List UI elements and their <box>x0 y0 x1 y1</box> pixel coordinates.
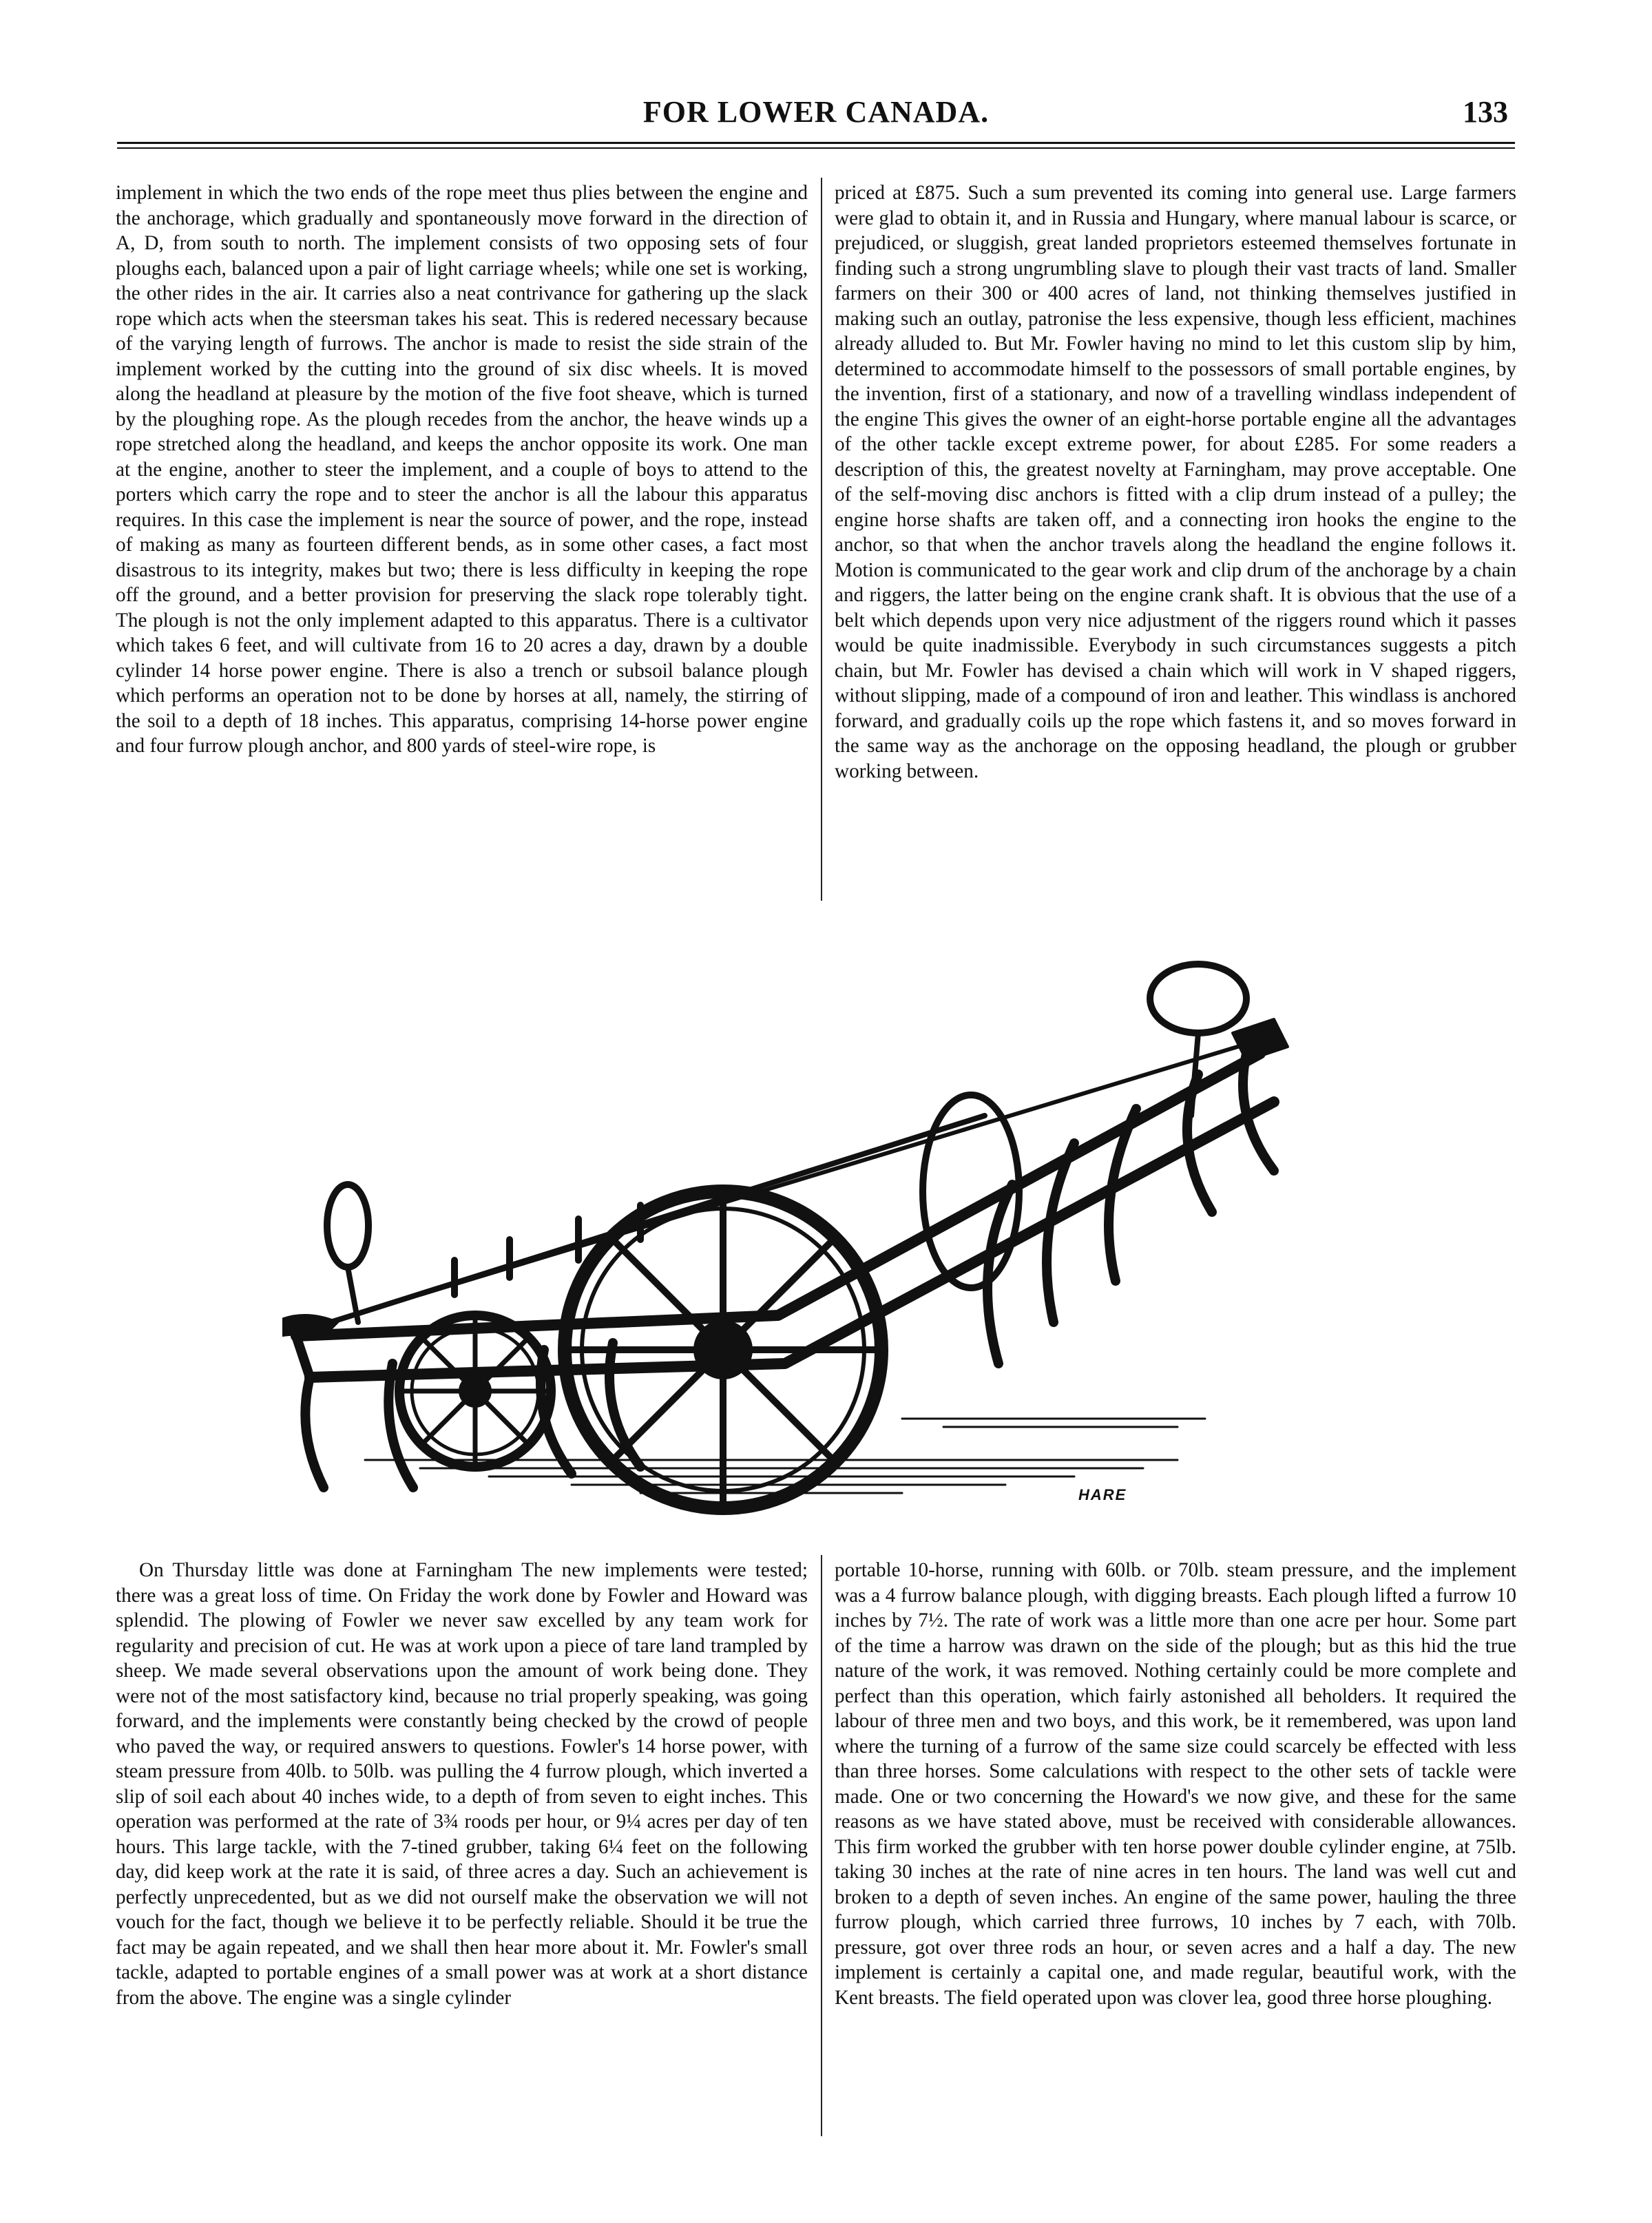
paragraph-top-left: implement in which the two ends of the rope meet thus plies between the engine and the anchorage, which gradually and spontaneously move forward in the direction of A, D, from south to north. The implement consists of two opposing sets of four ploughs each, balanced upon a pair of light carriage wheels; while one set is working, the other rides in the air. It carries also a neat contrivance for gathering up the slack rope which acts when the steersman takes his seat. This is redered necessary because of the varying length of furrows. The anchor is made to resist the side strain of the implement worked by the cutting into the ground of six disc wheels. It is moved along the headland at pleasure by the motion of the five foot sheave, which is turned by the ploughing rope. As the plough recedes from the anchor, the heave winds up a rope stretched along the headland, and keeps the anchor opposite its work. One man at the engine, another to steer the implement, and a couple of boys to attend to the porters which carry the rope and to steer the anchor is all the labour this apparatus requires. In this case the implement is near the source of power, and the rope, instead of making as many as fourteen different bends, as in some other cases, a fact most disastrous to its integrity, makes but two; there is less difficulty in keeping the rope off the ground, and a better provision for preserving the slack rope tolerably tight. The plough is not the only implement adapted to this apparatus. There is a cultivator which takes 6 feet, and will cultivate from 16 to 20 acres a day, drawn by a double cylinder 14 horse power engine. There is also a trench or subsoil balance plough which performs an operation not to be done by horses at all, namely, the stirring of the soil to a depth of 18 inches. This apparatus, comprising 14-horse power engine and four furrow plough anchor, and 800 yards of steel-wire rope, is <box>116 182 808 757</box>
balance-plough-illustration <box>282 937 1384 1543</box>
plough-engraving <box>282 937 1384 1543</box>
column-top-left <box>116 180 808 904</box>
paragraph-bottom-left: On Thursday little was done at Farningham The new implements were tested; there was a great loss of time. On Friday the work done by Fowler and Howard was splendid. The plowing of Fowler we never saw excelled by any team work for regularity and precision of cut. He was at work upon a piece of tare land trampled by sheep. We made several observations upon the amount of work being done. They were not of the most satisfactory kind, because no trial properly speaking, was going forward, and the implements were constantly being checked by the crowd of people who paved the way, or required answers to questions. Fowler's 14 horse power, with steam pressure from 40lb. to 50lb. was pulling the 4 furrow plough, which inverted a slip of soil each about 40 inches wide, to a depth of from seven to eight inches. This operation was performed at the rate of 3¾ roods per hour, or 9¼ acres per day of ten hours. This large tackle, with the 7-tined grubber, taking 6¼ feet on the following day, did keep work at the rate it is said, of three acres a day. Such an achievement is perfectly unprecedented, but as we did not ourself make the observation we will not vouch for the fact, though we believe it to be perfectly reliable. Should it be true the fact may be again repeated, and we shall then hear more about it. Mr. Fowler's small tackle, adapted to portable engines of a small power was at work at a short distance from the above. The engine was a single cylinder <box>116 1559 808 2009</box>
header-rule-thick <box>117 142 1515 144</box>
header-rule-thin <box>117 147 1515 149</box>
column-bottom-right <box>835 1558 1516 2136</box>
page-number: 133 <box>1463 95 1508 129</box>
paragraph-bottom-right: portable 10-horse, running with 60lb. or 70lb. steam pressure, and the implement was a 4 furrow balance plough, with digging breasts. Each plough lifted a furrow 10 inches by 7½. The rate of work was a little more than one acre per hour. Some part of the time a harrow was drawn on the side of the plough; but as this hid the true nature of the work, it was removed. Nothing certainly could be more complete and perfect than this operation, which fairly astonished all beholders. It required the labour of three men and two boys, and this work, be it remembered, was upon land where the turning of a furrow of the same size could scarcely be effected with less than three horses. Some calculations with respect to the other sets of tackle were made. One or two concerning the Howard's we now give, and these for the same reasons as we have stated above, must be received with considerable allowances. This firm worked the grubber with ten horse power double cylinder engine, at 75lb. taking 30 inches at the rate of nine acres in ten hours. The land was well cut and broken to a depth of seven inches. An engine of the same power, hauling the three furrow plough, which carried three furrows, 10 inches by 7 each, with 70lb. pressure, got over three rods an hour, or seven acres and a half a day. The new implement is certainly a capital one, and made regular, beautiful work, with the Kent breasts. The field operated upon was clover lea, good three horse ploughing. <box>835 1559 1516 2009</box>
column-divider-top <box>821 178 822 901</box>
engraver-signature: HARE <box>1078 1486 1127 1503</box>
running-title: FOR LOWER CANADA. <box>642 95 990 129</box>
column-bottom-left <box>116 1558 808 2136</box>
running-head <box>117 86 1515 134</box>
column-top-right <box>835 180 1516 904</box>
column-divider-bottom <box>821 1555 822 2136</box>
paragraph-top-right: priced at £875. Such a sum prevented its coming into general use. Large farmers were glad to obtain it, and in Russia and Hungary, where manual labour is scarce, or prejudiced, or sluggish, great landed proprietors esteemed themselves fortunate in finding such a strong ungrumbling slave to plough their vast tracts of land. Smaller farmers on their 300 or 400 acres of land, not thinking themselves justified in making such an outlay, patronise the less expensive, though less efficient, machines already alluded to. But Mr. Fowler having no mind to let this custom slip by him, determined to accommodate himself to the possessors of small portable engines, by the invention, first of a stationary, and now of a travelling windlass independent of the engine This gives the owner of an eight-horse portable engine all the advantages of the other tackle except extreme power, for about £285. For some readers a description of this, the greatest novelty at Farningham, may prove acceptable. One of the self-moving disc anchors is fitted with a clip drum instead of a pulley; the engine horse shafts are taken off, and a connecting iron hooks the engine to the anchor, so that when the anchor travels along the headland the engine follows it. Motion is communicated to the gear work and clip drum of the anchorage by a chain and riggers, the latter being on the engine crank shaft. It is obvious that the use of a belt which depends upon very nice adjustment of the riggers round which it passes would be quite inadmissible. Everybody in such circumstances suggests a pitch chain, but Mr. Fowler has devised a chain which will work in V shaped riggers, without slipping, made of a compound of iron and leather. This windlass is anchored forward, and gradually coils up the rope which fastens it, and so moves forward in the same way as the anchorage on the opposing headland, the plough or grubber working between. <box>835 182 1516 782</box>
ground-hatching <box>365 1419 1205 1493</box>
